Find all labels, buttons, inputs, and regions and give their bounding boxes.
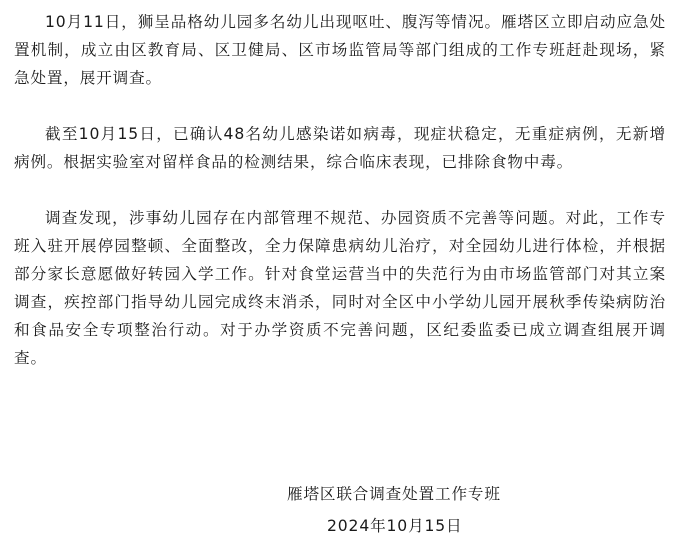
paragraph-diagnosis: 截至10月15日，已确认48名幼儿感染诺如病毒，现症状稳定，无重症病例，无新增病例。根据实验室对留样食品的检测结果，综合临床表现，已排除食物中毒。 xyxy=(14,125,666,171)
signature-organization: 雁塔区联合调查处置工作专班 xyxy=(287,485,501,503)
signature-date: 2024年10月15日 xyxy=(327,517,463,535)
paragraph-investigation: 调查发现，涉事幼儿园存在内部管理不规范、办园资质不完善等问题。对此，工作专班入驻开展停园整顿、全面整改，全力保障患病幼儿治疗，对全园幼儿进行体检，并根据部分家长意愿做好转园入学工作。针对食堂运营当中的失范行为由市场监管部门对其立案调查，疾控部门指导幼儿园完成终末消杀，同时对全区中小学幼儿园开展秋季传染病防治和食品安全专项整治行动。对于办学资质不完善问题，区纪委监委已成立调查组展开调查。 xyxy=(14,209,666,367)
paragraph-incident: 10月11日，狮呈品格幼儿园多名幼儿出现呕吐、腹泻等情况。雁塔区立即启动应急处置机制，成立由区教育局、区卫健局、区市场监管局等部门组成的工作专班赶赴现场，紧急处置，展开调查。 xyxy=(14,13,666,87)
